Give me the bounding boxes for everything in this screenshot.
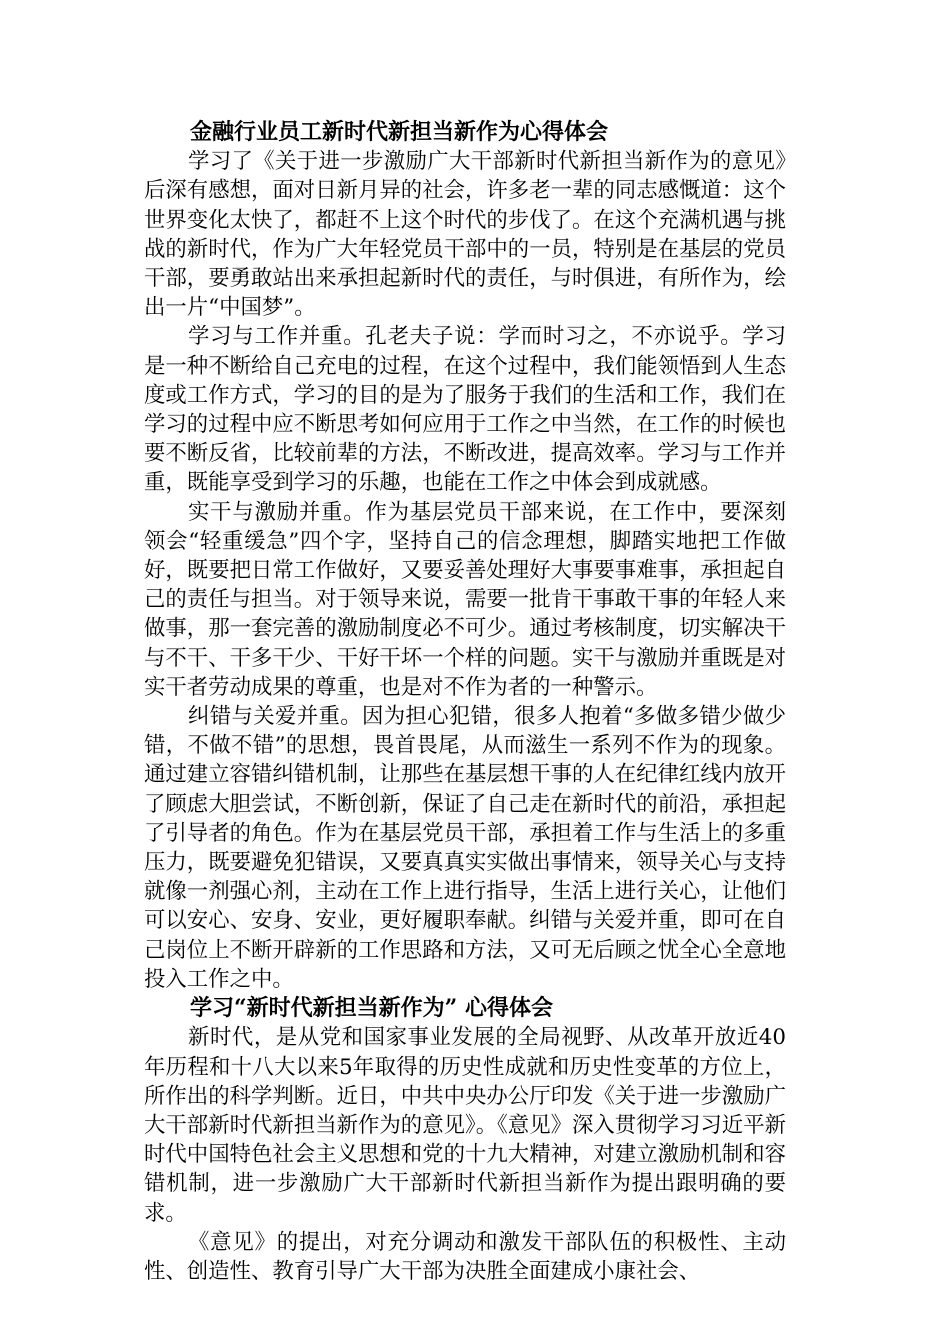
document-page (144, 118, 786, 1286)
paragraph-opinion: 《意见》的提出，对充分调动和激发干部队伍的积极性、主动性、创造性、教育引导广大干部为决胜全面建成小康社会、 (144, 1229, 786, 1284)
paragraph-correction-and-care: 纠错与关爱并重。因为担心犯错，很多人抱着“多做多错少做少错，不做不错”的思想，畏首畏尾，从而滋生一系列不作为的现象。通过建立容错纠错机制，让那些在基层想干事的人在纪律红线内放开了顾虑大胆尝试，不断创新，保证了自己走在新时代的前沿，承担起了引导者的角色。作为在基层党员干部，承担着工作与生活上的多重压力，既要避免犯错误，又要真真实实做出事情来，领导关心与支持就像一剂强心剂，主动在工作上进行指导，生活上进行关心，让他们可以安心、安身、安业，更好履职奉献。纠错与关爱并重，即可在自己岗位上不断开辟新的工作思路和方法，又可无后顾之忧全心全意地投入工作之中。 (144, 704, 786, 992)
paragraph-study-and-work: 学习与工作并重。孔老夫子说：学而时习之，不亦说乎。学习是一种不断给自己充电的过程，在这个过程中，我们能领悟到人生态度或工作方式，学习的目的是为了服务于我们的生活和工作，我们在学习的过程中应不断思考如何应用于工作之中当然，在工作的时候也要不断反省，比较前辈的方法，不断改进，提高效率。学习与工作并重，既能享受到学习的乐趣，也能在工作之中体会到成就感。 (144, 324, 786, 496)
section-title: 学习“新时代新担当新作为” 心得体会 (190, 995, 553, 1022)
paragraph-new-era: 新时代，是从党和国家事业发展的全局视野、从改革开放近40年历程和十八大以来5年取得的历史性成就和历史性变革的方位上，所作出的科学判断。近日，中共中央办公厅印发《关于进一步激励广大干部新时代新担当新作为的意见》。《意见》深入贯彻学习习近平新时代中国特色社会主义思想和党的十九大精神，对建立激励机制和容错机制，进一步激励广大干部新时代新担当新作为提出跟明确的要求。 (144, 1025, 786, 1226)
paragraph-intro: 学习了《关于进一步激励广大干部新时代新担当新作为的意见》后深有感想，面对日新月异的社会，许多老一辈的同志感慨道：这个世界变化太快了，都赶不上这个时代的步伐了。在这个充满机遇与挑战的新时代，作为广大年轻党员干部中的一员，特别是在基层的党员干部，要勇敢站出来承担起新时代的责任，与时俱进，有所作为，绘出一片“中国梦”。 (144, 149, 786, 321)
document-title: 金融行业员工新时代新担当新作为心得体会 (190, 119, 609, 145)
paragraph-work-and-incentive: 实干与激励并重。作为基层党员干部来说，在工作中，要深刻领会“轻重缓急”四个字，坚持自己的信念理想，脚踏实地把工作做好，既要把日常工作做好，又要妥善处理好大事要事难事，承担起自己的责任与担当。对于领导来说，需要一批肯干事敢干事的年轻人来做事，那一套完善的激励制度必不可少。通过考核制度，切实解决干与不干、干多干少、干好干坏一个样的问题。实干与激励并重既是对实干者劳动成果的尊重，也是对不作为者的一种警示。 (144, 499, 786, 700)
